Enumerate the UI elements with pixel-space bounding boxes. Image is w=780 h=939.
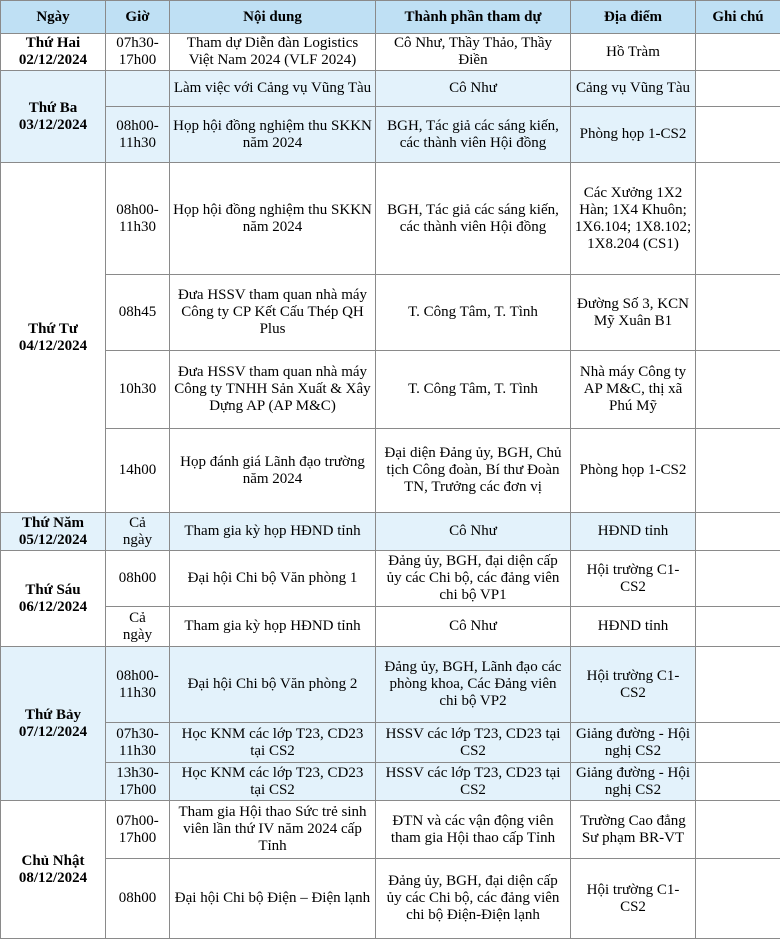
- content-cell: Học KNM các lớp T23, CD23 tại CS2: [170, 763, 376, 801]
- header-time: Giờ: [106, 1, 170, 34]
- content-cell: Họp hội đồng nghiệm thu SKKN năm 2024: [170, 163, 376, 275]
- content-cell: Học KNM các lớp T23, CD23 tại CS2: [170, 723, 376, 763]
- time-cell: 10h30: [106, 351, 170, 429]
- place-cell: Cảng vụ Vũng Tàu: [571, 71, 696, 107]
- participants-cell: HSSV các lớp T23, CD23 tại CS2: [376, 763, 571, 801]
- note-cell: [696, 34, 780, 71]
- note-cell: [696, 163, 780, 275]
- place-cell: Hội trường C1-CS2: [571, 647, 696, 723]
- participants-cell: Cô Như: [376, 71, 571, 107]
- note-cell: [696, 647, 780, 723]
- table-row: [1, 551, 780, 607]
- time-cell: 07h00- 17h00: [106, 801, 170, 859]
- participants-cell: T. Công Tâm, T. Tình: [376, 275, 571, 351]
- participants-cell: BGH, Tác giả các sáng kiến, các thành viên Hội đồng: [376, 163, 571, 275]
- time-cell: 08h00- 11h30: [106, 647, 170, 723]
- content-cell: Họp hội đồng nghiệm thu SKKN năm 2024: [170, 107, 376, 163]
- time-cell: 08h00: [106, 551, 170, 607]
- day-cell: Thứ Hai 02/12/2024: [1, 34, 106, 71]
- day-cell: Thứ Ba 03/12/2024: [1, 71, 106, 163]
- note-cell: [696, 551, 780, 607]
- table-row: [1, 71, 780, 107]
- participants-cell: BGH, Tác giả các sáng kiến, các thành viên Hội đồng: [376, 107, 571, 163]
- place-cell: HĐND tỉnh: [571, 513, 696, 551]
- note-cell: [696, 71, 780, 107]
- time-cell: 13h30- 17h00: [106, 763, 170, 801]
- table-row: [1, 351, 780, 429]
- participants-cell: Đại diện Đảng ủy, BGH, Chủ tịch Công đoàn, Bí thư Đoàn TN, Trưởng các đơn vị: [376, 429, 571, 513]
- participants-cell: Đảng ủy, BGH, Lãnh đạo các phòng khoa, Các Đảng viên chi bộ VP2: [376, 647, 571, 723]
- place-cell: Giảng đường - Hội nghị CS2: [571, 723, 696, 763]
- note-cell: [696, 351, 780, 429]
- place-cell: Giảng đường - Hội nghị CS2: [571, 763, 696, 801]
- day-cell: Thứ Sáu 06/12/2024: [1, 551, 106, 647]
- place-cell: HĐND tỉnh: [571, 607, 696, 647]
- time-cell: 08h00: [106, 859, 170, 939]
- header-row: [1, 1, 780, 34]
- table-row: [1, 107, 780, 163]
- place-cell: Phòng họp 1-CS2: [571, 429, 696, 513]
- time-cell: 07h30- 17h00: [106, 34, 170, 71]
- header-place: Địa điểm: [571, 1, 696, 34]
- content-cell: Đại hội Chi bộ Văn phòng 2: [170, 647, 376, 723]
- participants-cell: HSSV các lớp T23, CD23 tại CS2: [376, 723, 571, 763]
- table-row: [1, 801, 780, 859]
- place-cell: Hội trường C1-CS2: [571, 859, 696, 939]
- place-cell: Nhà máy Công ty AP M&C, thị xã Phú Mỹ: [571, 351, 696, 429]
- table-row: [1, 275, 780, 351]
- content-cell: Tham gia Hội thao Sức trẻ sinh viên lần thứ IV năm 2024 cấp Tỉnh: [170, 801, 376, 859]
- note-cell: [696, 513, 780, 551]
- place-cell: Hồ Tràm: [571, 34, 696, 71]
- place-cell: Trường Cao đẳng Sư phạm BR-VT: [571, 801, 696, 859]
- note-cell: [696, 723, 780, 763]
- time-cell: [106, 71, 170, 107]
- time-cell: Cả ngày: [106, 607, 170, 647]
- note-cell: [696, 107, 780, 163]
- content-cell: Đại hội Chi bộ Điện – Điện lạnh: [170, 859, 376, 939]
- time-cell: 07h30- 11h30: [106, 723, 170, 763]
- note-cell: [696, 801, 780, 859]
- table-row: [1, 513, 780, 551]
- table-row: [1, 723, 780, 763]
- participants-cell: Đảng ủy, BGH, đại diện cấp ủy các Chi bộ, các đảng viên chi bộ Điện-Điện lạnh: [376, 859, 571, 939]
- note-cell: [696, 763, 780, 801]
- day-cell: Thứ Năm 05/12/2024: [1, 513, 106, 551]
- place-cell: Phòng họp 1-CS2: [571, 107, 696, 163]
- table-row: [1, 34, 780, 71]
- participants-cell: ĐTN và các vận động viên tham gia Hội thao cấp Tỉnh: [376, 801, 571, 859]
- table-row: [1, 647, 780, 723]
- content-cell: Làm việc với Cảng vụ Vũng Tàu: [170, 71, 376, 107]
- time-cell: 14h00: [106, 429, 170, 513]
- place-cell: Hội trường C1-CS2: [571, 551, 696, 607]
- content-cell: Đưa HSSV tham quan nhà máy Công ty CP Kết Cấu Thép QH Plus: [170, 275, 376, 351]
- content-cell: Tham gia kỳ họp HĐND tỉnh: [170, 513, 376, 551]
- content-cell: Tham gia kỳ họp HĐND tỉnh: [170, 607, 376, 647]
- note-cell: [696, 429, 780, 513]
- participants-cell: Cô Như: [376, 513, 571, 551]
- time-cell: 08h00- 11h30: [106, 107, 170, 163]
- header-note: Ghi chú: [696, 1, 780, 34]
- note-cell: [696, 607, 780, 647]
- note-cell: [696, 859, 780, 939]
- participants-cell: T. Công Tâm, T. Tình: [376, 351, 571, 429]
- place-cell: Đường Số 3, KCN Mỹ Xuân B1: [571, 275, 696, 351]
- day-cell: Thứ Bảy 07/12/2024: [1, 647, 106, 801]
- header-content: Nội dung: [170, 1, 376, 34]
- day-cell: Chủ Nhật 08/12/2024: [1, 801, 106, 939]
- time-cell: 08h45: [106, 275, 170, 351]
- participants-cell: Cô Như, Thầy Thảo, Thầy Điền: [376, 34, 571, 71]
- content-cell: Đưa HSSV tham quan nhà máy Công ty TNHH Sản Xuất & Xây Dựng AP (AP M&C): [170, 351, 376, 429]
- header-participants: Thành phần tham dự: [376, 1, 571, 34]
- table-row: [1, 859, 780, 939]
- content-cell: Tham dự Diễn đàn Logistics Việt Nam 2024 (VLF 2024): [170, 34, 376, 71]
- table-row: [1, 429, 780, 513]
- participants-cell: Đảng ủy, BGH, đại diện cấp ủy các Chi bộ, các đảng viên chi bộ VP1: [376, 551, 571, 607]
- content-cell: Họp đánh giá Lãnh đạo trường năm 2024: [170, 429, 376, 513]
- header-day: Ngày: [1, 1, 106, 34]
- time-cell: Cả ngày: [106, 513, 170, 551]
- day-cell: Thứ Tư 04/12/2024: [1, 163, 106, 513]
- table-row: [1, 163, 780, 275]
- content-cell: Đại hội Chi bộ Văn phòng 1: [170, 551, 376, 607]
- place-cell: Các Xưởng 1X2 Hàn; 1X4 Khuôn; 1X6.104; 1X8.102; 1X8.204 (CS1): [571, 163, 696, 275]
- table-row: [1, 607, 780, 647]
- participants-cell: Cô Như: [376, 607, 571, 647]
- note-cell: [696, 275, 780, 351]
- table-row: [1, 763, 780, 801]
- time-cell: 08h00- 11h30: [106, 163, 170, 275]
